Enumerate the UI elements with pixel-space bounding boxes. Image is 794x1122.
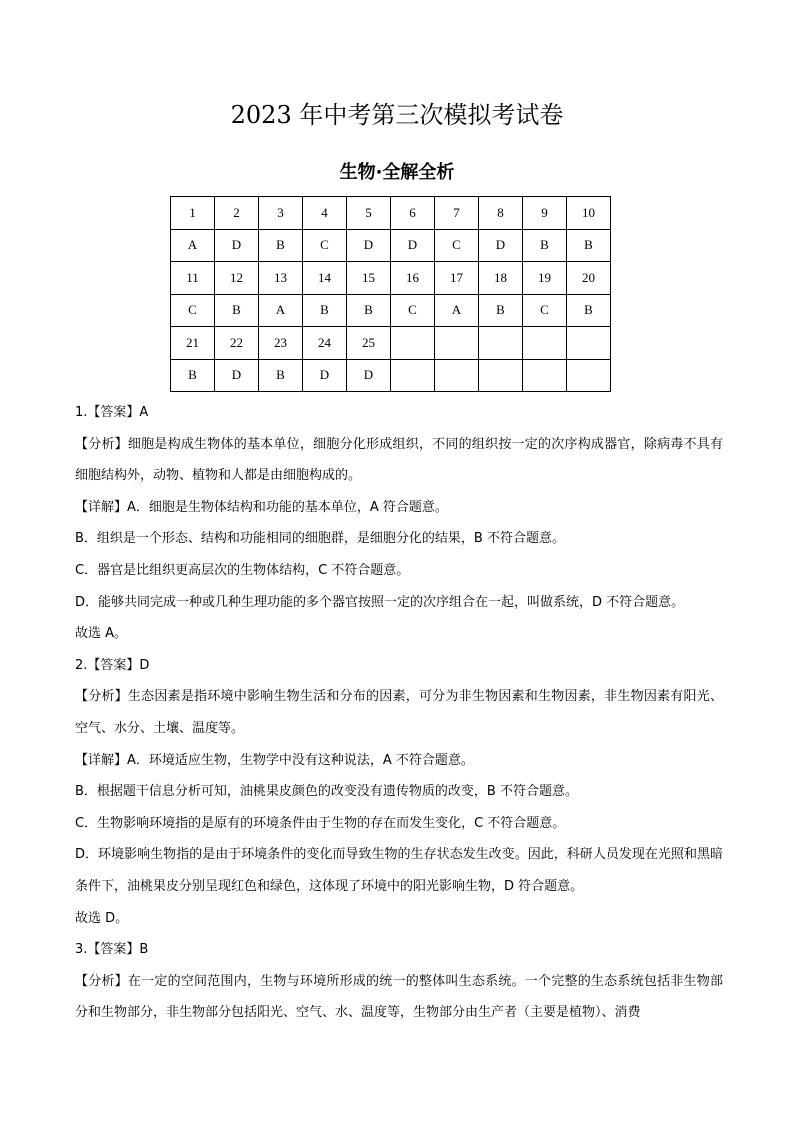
answer-table-cell: [567, 327, 611, 360]
answer-table-cell: D: [303, 359, 347, 392]
answer-table-cell: B: [303, 294, 347, 327]
answer-table-cell: 17: [435, 262, 479, 295]
question-1-detail-c: C．器官是比组织更高层次的生物体结构，C 不符合题意。: [75, 562, 410, 578]
question-3-answer: 3.【答案】B: [75, 942, 149, 958]
answer-table-cell: D: [347, 229, 391, 262]
question-2-answer: 2.【答案】D: [75, 657, 150, 673]
question-2-detail-a: 【详解】A．环境适应生物，生物学中没有这种说法，A 不符合题意。: [75, 752, 474, 768]
answer-table-cell: 20: [567, 262, 611, 295]
answer-table-cell: D: [215, 359, 259, 392]
answer-table-cell: 12: [215, 262, 259, 295]
answer-table-cell: A: [259, 294, 303, 327]
answer-table-cell: 16: [391, 262, 435, 295]
answer-table-row: [171, 262, 611, 295]
answer-table-cell: B: [171, 359, 215, 392]
question-1-conclusion: 故选 A。: [75, 626, 128, 642]
answer-table-row: [171, 294, 611, 327]
answer-table-cell: C: [435, 229, 479, 262]
answer-table-cell: [567, 359, 611, 392]
answer-table-cell: C: [391, 294, 435, 327]
answer-table-row: [171, 359, 611, 392]
answer-table-cell: 11: [171, 262, 215, 295]
question-1-analysis: 【分析】细胞是构成生物体的基本单位，细胞分化形成组织，不同的组织按一定的次序构成器官，除病毒不具有细胞结构外，动物、植物和人都是由细胞构成的。: [75, 436, 723, 484]
answer-table-cell: 19: [523, 262, 567, 295]
question-1-detail-a: 【详解】A．细胞是生物体结构和功能的基本单位，A 符合题意。: [75, 499, 448, 515]
answer-table-cell: B: [259, 229, 303, 262]
answer-table-cell: 9: [523, 197, 567, 230]
answer-table-cell: [391, 327, 435, 360]
answer-table-cell: B: [567, 294, 611, 327]
answer-table-cell: 21: [171, 327, 215, 360]
answer-table-cell: [523, 359, 567, 392]
answer-table-cell: 18: [479, 262, 523, 295]
question-1-detail-b: B．组织是一个形态、结构和功能相同的细胞群，是细胞分化的结果，B 不符合题意。: [75, 531, 565, 547]
answer-table-cell: 25: [347, 327, 391, 360]
question-2-detail-d: D．环境影响生物指的是由于环境条件的变化而导致生物的生存状态发生改变。因此，科研人员发现在光照和黑暗条件下，油桃果皮分别呈现红色和绿色，这体现了环境中的阳光影响生物，D 符合题意。: [75, 847, 723, 894]
answer-table-cell: 4: [303, 197, 347, 230]
answer-table-cell: [479, 327, 523, 360]
answer-table-cell: 1: [171, 197, 215, 230]
answer-table-cell: B: [215, 294, 259, 327]
answer-table-cell: 8: [479, 197, 523, 230]
answer-table-cell: 3: [259, 197, 303, 230]
answer-table-cell: 13: [259, 262, 303, 295]
answer-explanations: [75, 397, 723, 1029]
question-2-analysis: 【分析】生态因素是指环境中影响生物生活和分布的因素，可分为非生物因素和生物因素，非生物因素有阳光、空气、水分、土壤、温度等。: [75, 689, 723, 736]
answer-table-cell: D: [391, 229, 435, 262]
question-3-analysis: 【分析】在一定的空间范围内，生物与环境所形成的统一的整体叫生态系统。一个完整的生态系统包括非生物部分和生物部分，非生物部分包括阳光、空气、水、温度等，生物部分由生产者（主要是植物）、消费: [75, 973, 723, 1021]
answer-table-cell: A: [435, 294, 479, 327]
question-2-detail-c: C．生物影响环境指的是原有的环境条件由于生物的存在而发生变化，C 不符合题意。: [75, 815, 566, 831]
answer-table-cell: [435, 327, 479, 360]
answer-table: [170, 196, 611, 392]
answer-table-cell: 22: [215, 327, 259, 360]
answer-table-cell: A: [171, 229, 215, 262]
answer-table-cell: 6: [391, 197, 435, 230]
answer-table-cell: [479, 359, 523, 392]
answer-table-row: [171, 229, 611, 262]
question-1-answer: 1.【答案】A: [75, 405, 149, 420]
answer-table-cell: B: [479, 294, 523, 327]
answer-table-cell: B: [567, 229, 611, 262]
answer-table-cell: C: [171, 294, 215, 327]
answer-table-cell: 7: [435, 197, 479, 230]
answer-table-cell: B: [347, 294, 391, 327]
page-title: 2023 年中考第三次模拟考试卷: [230, 101, 564, 129]
question-2-conclusion: 故选 D。: [75, 910, 129, 926]
answer-table-row: [171, 197, 611, 230]
answer-table-cell: D: [479, 229, 523, 262]
answer-table-cell: 5: [347, 197, 391, 230]
answer-table-cell: 2: [215, 197, 259, 230]
answer-table-cell: 14: [303, 262, 347, 295]
answer-table-cell: 10: [567, 197, 611, 230]
answer-table-cell: 23: [259, 327, 303, 360]
answer-table-cell: 15: [347, 262, 391, 295]
answer-table-cell: [523, 327, 567, 360]
answer-table-cell: C: [523, 294, 567, 327]
question-2-detail-b: B．根据题干信息分析可知，油桃果皮颜色的改变没有遗传物质的改变，B 不符合题意。: [75, 784, 578, 800]
answer-table-cell: [435, 359, 479, 392]
answer-table-cell: C: [303, 229, 347, 262]
answer-table-cell: B: [259, 359, 303, 392]
page-subtitle: 生物·全解全析: [339, 162, 455, 183]
answer-table-cell: [391, 359, 435, 392]
answer-table-cell: 24: [303, 327, 347, 360]
question-1-detail-d: D．能够共同完成一种或几种生理功能的多个器官按照一定的次序组合在一起，叫做系统，D 不符合题意。: [75, 594, 685, 610]
answer-table-row: [171, 327, 611, 360]
answer-table-cell: D: [215, 229, 259, 262]
answer-table-cell: D: [347, 359, 391, 392]
answer-table-cell: B: [523, 229, 567, 262]
